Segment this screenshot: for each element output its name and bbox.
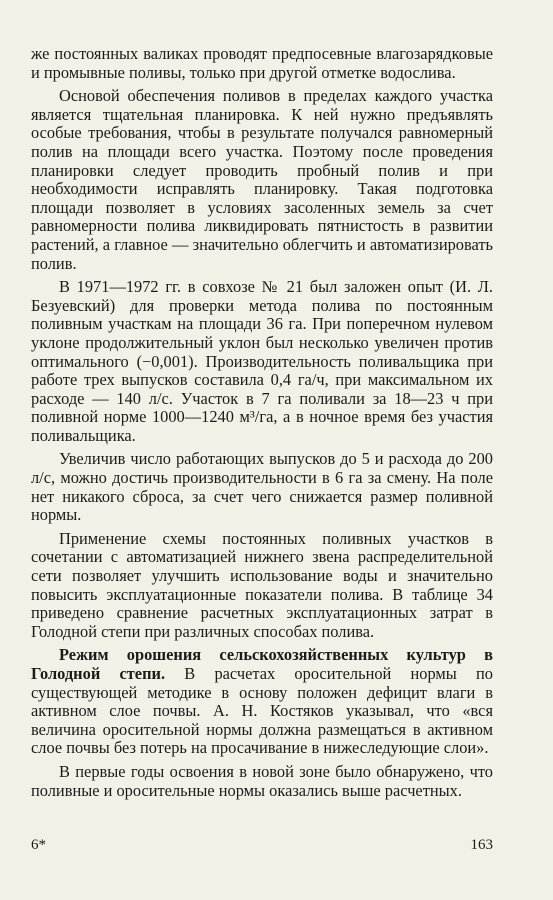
paragraph-3: В 1971—1972 гг. в совхозе № 21 был заложен опыт (И. Л. Безуевский) для проверки метода полива по постоянным поливным участкам на площади 36 га. При поперечном нулевом уклоне продолжительный уклон был несколько увеличен против оптимального (−0,001). Производительность поливальщика при работе трех выпусков составила 0,4 га/ч, при максимальном их расходе — 140 л/с. Участок в 7 га поливали за 18—23 ч при поливной норме 1000—1240 м³/га, а в ночное время без участия поливальщика. (31, 277, 493, 445)
paragraph-7: В первые годы освоения в новой зоне было обнаружено, что поливные и оросительные нормы оказались выше расчетных. (31, 761, 493, 800)
paragraph-5: Применение схемы постоянных поливных участков в сочетании с автоматизацией нижнего звена распределительной сети позволяет улучшить использование воды и значительно повысить эксплуатационные показатели полива. В таблице 34 приведено сравнение расчетных эксплуатационных затрат в Голодной степи при различных способах полива. (31, 528, 493, 641)
section-heading: Режим орошения сельскохозяйственных культур в Голодной степи. (31, 645, 493, 683)
paragraph-6 (31, 646, 493, 758)
page-number: 163 (470, 837, 493, 853)
paragraph-4: Увеличив число работающих выпусков до 5 и расхода до 200 л/с, можно достичь производительности в 6 га за смену. На поле нет никакого сброса, за счет чего снижается размер поливной нормы. (31, 449, 493, 525)
body-text (31, 45, 493, 805)
paragraph-2: Основой обеспечения поливов в пределах каждого участка является тщательная планировка. К ней нужно предъявлять особые требования, чтобы в результате получался равномерный полив на площади всего участка. Поэтому после проведения планировки следует проводить пробный полив и при необходимости исправлять планировку. Такая подготовка площади позволяет в условиях засоленных земель за счет равномерности полива ликвидировать пятнистость в развитии растений, а главное — значительно облегчить и автоматизировать полив. (31, 86, 493, 273)
page-footer (31, 837, 493, 854)
signature-mark: 6* (31, 837, 46, 853)
paragraph-1: же постоянных валиках проводят предпосевные влагозарядковые и промывные поливы, только при другой отметке водослива. (31, 44, 493, 82)
paragraph-6-text: В расчетах оросительной нормы по существующей методике в основу положен дефицит влаги в активном слое почвы. А. Н. Костяков указывал, что «вся величина оросительной нормы должна размещаться в активном слое почвы без потерь на просачивание в нижеследующие слои». (31, 664, 494, 758)
